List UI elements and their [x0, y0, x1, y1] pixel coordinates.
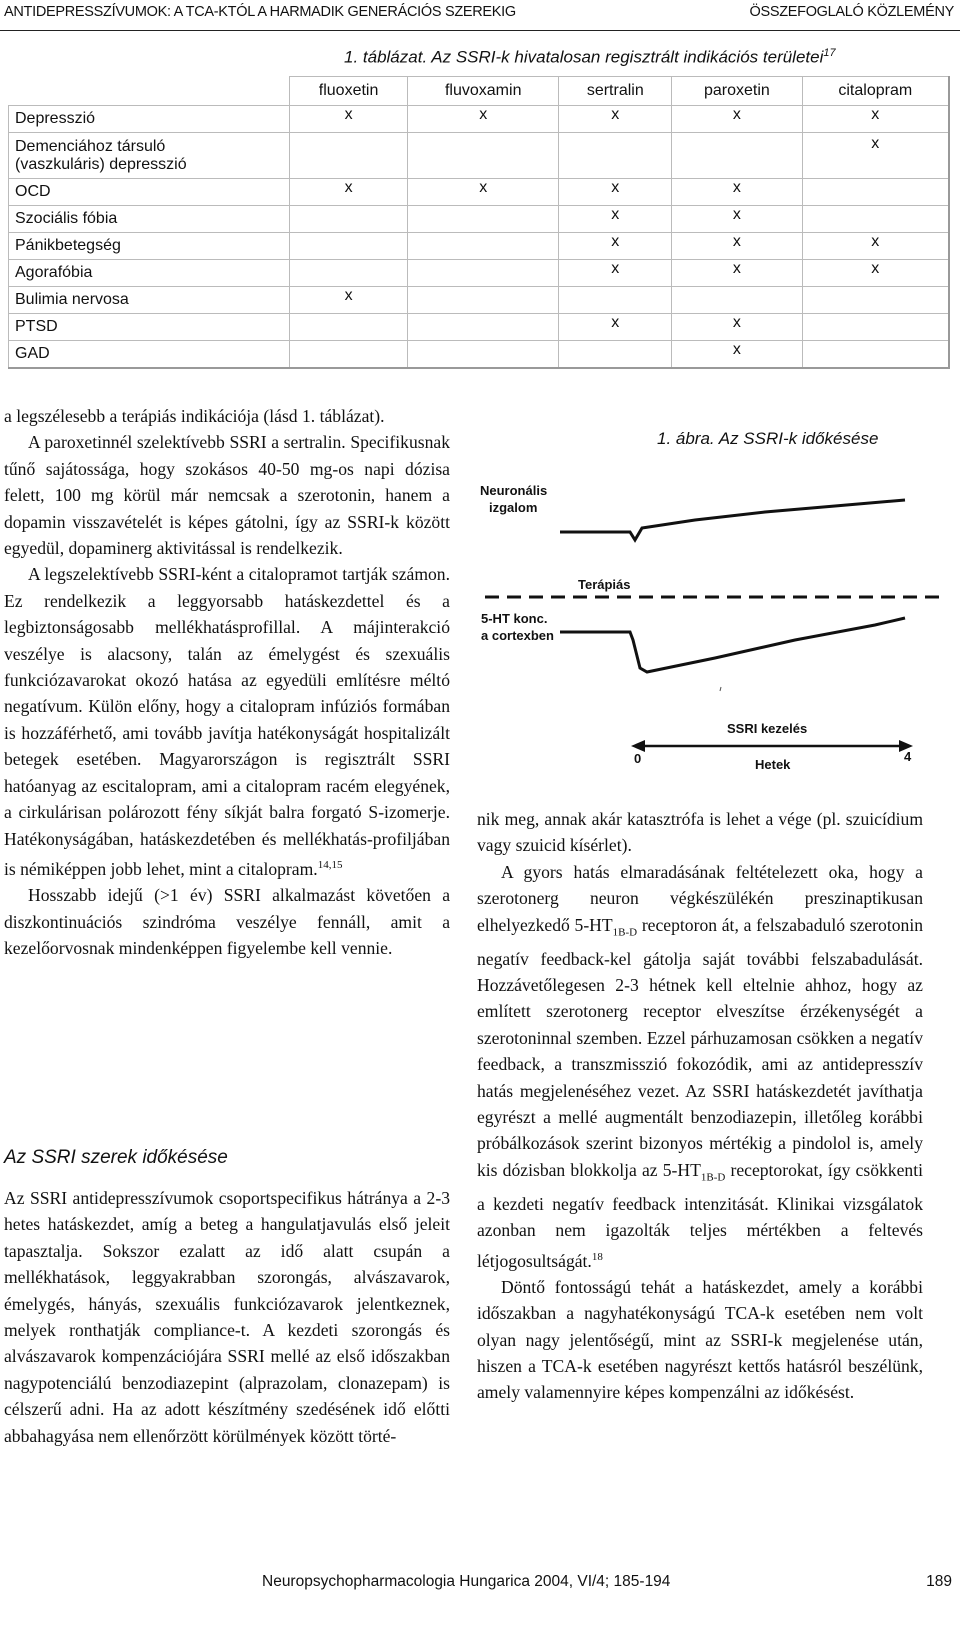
column-header: sertralin: [559, 77, 672, 106]
row-label-text: PTSD: [15, 318, 58, 335]
time-lag-figure: [475, 470, 945, 800]
row-label-text: Bulimia nervosa: [15, 291, 129, 308]
subscript: 1B-D: [700, 1171, 726, 1184]
indication-cell: [408, 341, 559, 369]
row-label: [9, 133, 290, 179]
indication-cell: x: [559, 206, 672, 233]
indication-cell: x: [802, 233, 949, 260]
indication-cell: [559, 287, 672, 314]
running-header: [0, 0, 960, 34]
indication-cell: [408, 314, 559, 341]
indication-cell: [672, 133, 802, 179]
indication-cell: [408, 233, 559, 260]
paragraph-text: receptoron át, a felszabaduló szerotonin negatív feedback-kel gátolja saját további felszabadulását. Hozzávetőlegesen 2-3 hétnek kell eltelnie ahhoz, hogy az említett szerotonerg receptor elveszítse érzékenységét a szerotoninnal szemben. Ezzel párhuzamosan csökken a negatív feedback, a transzmisszió fokozódik, ami az antidepresszív hatás megjelenéséhez vezet. Az SSRI hatáskezdetét javíthatja egyrészt a mellé augmentált benzodiazepin, illetőleg korábbi próbálkozások szerint bizonyos mértékig a pindolol is, amely kis dózisban blokkolja az 5-HT: [477, 914, 924, 1180]
indication-cell: x: [672, 233, 802, 260]
table-row: [9, 206, 950, 233]
row-label-text: Depresszió: [15, 110, 96, 127]
row-label-text: Szociális fóbia: [15, 210, 118, 227]
row-label-text: OCD: [15, 183, 51, 200]
table-row: [9, 179, 950, 206]
indication-cell: x: [290, 179, 408, 206]
page-footer: [0, 1573, 960, 1613]
indication-cell: x: [802, 260, 949, 287]
indication-cell: [802, 179, 949, 206]
tick-label-end: 4: [904, 749, 912, 764]
column-header: paroxetin: [672, 77, 802, 106]
indication-cell: x: [802, 106, 949, 133]
indication-cell: [802, 206, 949, 233]
right-column-text: [477, 806, 923, 1406]
row-label: [9, 287, 290, 314]
indication-cell: x: [408, 179, 559, 206]
row-label: [9, 314, 290, 341]
row-label: [9, 341, 290, 369]
indication-cell: [408, 206, 559, 233]
citation-ref: 18: [591, 1250, 603, 1263]
row-label-text: Demenciához társuló: [15, 137, 166, 155]
indication-cell: x: [290, 106, 408, 133]
row-label: [9, 106, 290, 133]
page-number: 189: [926, 1573, 952, 1590]
indication-cell: [408, 287, 559, 314]
table-row: [9, 106, 950, 133]
paragraph: [477, 859, 923, 1274]
indication-cell: [408, 260, 559, 287]
indication-cell: [672, 287, 802, 314]
indication-cell: [408, 133, 559, 179]
column-header: citalopram: [802, 77, 949, 106]
indication-cell: [290, 206, 408, 233]
journal-citation: Neuropsychopharmacologia Hungarica 2004, VI/4; 185-194: [262, 1573, 671, 1590]
paragraph: Hosszabb idejű (>1 év) SSRI alkalmazást követően a diszkontinuációs szindróma veszélye fennáll, amit a kezelőorvosnak mindenképpen figyelembe kell vennie.: [4, 885, 450, 958]
label-therapeutic: Terápiás: [578, 577, 631, 592]
indication-cell: x: [290, 287, 408, 314]
table-header-row: [9, 77, 950, 106]
paragraph-text: A legszelektívebb SSRI-ként a citalopramot tartják számon. Ez rendelkezik a leggyorsabb hatáskezdettel és a legbiztonságosabb mellékhatásprofillal. A májinterakció veszélye is alacsony, talán az émelygést és szexuális funkciózavarokat okozó hatása az egyedüli említésre méltó negatívum. Külön előny, hogy a citalopram infúziós formában is hozzáférhető, ami tovább javítja hatékonyságát hospitalizált betegek esetében. Magyarországon is regisztrált SSRI hatóanyag az escitalopram, ami a citalopram racém elegyének, a cirkulárisan polározott fény síkját balra forgató S-izomerje. Hatékonyságában, hatáskezdetében és mellékhatás-profiljában is némiképpen jobb lehet, mint a citalopram.: [4, 564, 450, 879]
indication-cell: x: [802, 133, 949, 179]
indication-cell: x: [672, 206, 802, 233]
indication-cell: x: [672, 314, 802, 341]
row-label: [9, 233, 290, 260]
indication-cell: [290, 133, 408, 179]
neuronal-excitation-line: [560, 500, 905, 540]
indication-cell: x: [672, 260, 802, 287]
label-cortex: a cortexben: [481, 628, 554, 643]
table-row: [9, 341, 950, 369]
indication-cell: [290, 233, 408, 260]
header-article-type: ÖSSZEFOGLALÓ KÖZLEMÉNY: [749, 4, 954, 20]
paragraph-text: receptorokat, így csökkenti a kezdeti negatív feedback intenzitását. Klinikai vizsgálatok azonban nem igazolták teljes mértékben a feltevés létjogosultságát.: [477, 1159, 923, 1271]
left-column-text: [4, 403, 450, 961]
indication-cell: x: [672, 106, 802, 133]
indication-cell: x: [559, 314, 672, 341]
citation-ref: 14,15: [317, 858, 343, 871]
indication-table: [8, 76, 950, 369]
row-label: [9, 260, 290, 287]
tick-label-start: 0: [634, 751, 642, 766]
table-row: [9, 260, 950, 287]
table-row: [9, 133, 950, 179]
row-label: [9, 206, 290, 233]
label-ssri-treatment: SSRI kezelés: [727, 721, 808, 736]
x-axis-label: Hetek: [755, 757, 791, 772]
serotonin-concentration-line: [560, 618, 905, 672]
paragraph: [4, 561, 450, 882]
indication-cell: x: [672, 179, 802, 206]
section-heading: Az SSRI szerek időkésése: [4, 1147, 228, 1168]
label-5ht-conc: 5-HT konc.: [481, 611, 548, 626]
indication-cell: [802, 314, 949, 341]
paragraph: A paroxetinnél szelektívebb SSRI a sertralin. Specifikusnak tűnő sajátossága, hogy szokásos 40-50 mg-os napi dózisa felett, 100 mg körül már nemcsak a szerotonin, hanem a dopamin visszavételét is képes gátolni, így az SSRI-k között egyedül, dopaminerg aktivitással is rendelkezik.: [4, 432, 450, 559]
table-caption-ref: 17: [823, 47, 836, 59]
paragraph: Az SSRI antidepresszívumok csoportspecifikus hátránya a 2-3 hetes hatáskezdet, amíg a beteg a hangulatjavulás első jeleit tapasztalja. Sokszor ezalatt az idő alatt csupán a mellékhatások, leggyakrabban szorongás, alvászavarok, émelygés, hányás, szexuális funkciózavarok jelentkeznek, melyek ronthatják compliance-t. A kezdeti szorongás és alvászavarok kompenzációjára SSRI mellé az első időszakban nagypotenciálú benzodiazepint (alprazolam, clonazepam) is célszerű adni. Ha az adott készítmény szedésének idő előtti abbahagyása nem ellenőrzött körülmények között törté-: [4, 1188, 450, 1446]
figure-speck: [720, 687, 721, 691]
figure-caption: 1. ábra. Az SSRI-k időkésése: [657, 429, 879, 448]
row-label-text: GAD: [15, 345, 50, 362]
indication-cell: x: [559, 179, 672, 206]
indication-cell: [290, 314, 408, 341]
indication-cell: x: [559, 106, 672, 133]
header-rule: [0, 30, 960, 31]
indication-cell: x: [559, 260, 672, 287]
label-neuronal: Neuronális: [480, 483, 548, 498]
indication-cell: [559, 341, 672, 369]
paragraph-text: A gyors hatás elmaradásának feltételezett oka, hogy a szerotonerg neuron végkészülékén preszinaptikusan elhelyezkedő 5-HT: [477, 861, 923, 935]
table-row: [9, 233, 950, 260]
row-label-text: (vaszkuláris) depresszió: [15, 155, 187, 173]
table-row: [9, 314, 950, 341]
paragraph: a legszélesebb a terápiás indikációja (lásd 1. táblázat).: [4, 406, 385, 426]
indication-cell: x: [672, 341, 802, 369]
subscript: 1B-D: [612, 926, 638, 939]
table-row: [9, 287, 950, 314]
indication-cell: [559, 133, 672, 179]
header-title: ANTIDEPRESSZÍVUMOK: A TCA-KTÓL A HARMADIK GENERÁCIÓS SZEREKIG: [4, 4, 516, 20]
paragraph: nik meg, annak akár katasztrófa is lehet a vége (pl. szuicídium vagy szuicid kísérlet).: [477, 809, 923, 856]
section-text: [4, 1185, 450, 1449]
table-corner: [9, 77, 290, 106]
indication-cell: [802, 287, 949, 314]
indication-cell: [290, 260, 408, 287]
indication-cell: [290, 341, 408, 369]
table-caption: [344, 47, 836, 68]
table-caption-text: 1. táblázat. Az SSRI-k hivatalosan regisztrált indikációs területei: [344, 47, 824, 67]
row-label: [9, 179, 290, 206]
indication-cell: x: [408, 106, 559, 133]
column-header: fluoxetin: [290, 77, 408, 106]
row-label-text: Agorafóbia: [15, 264, 93, 281]
row-label-text: Pánikbetegség: [15, 237, 121, 254]
indication-cell: [802, 341, 949, 369]
indication-cell: x: [559, 233, 672, 260]
paragraph: Döntő fontosságú tehát a hatáskezdet, amely a korábbi időszakban a nagyhatékonyságú TCA-k esetében nem volt olyan nagy jelentőségű, mint az SSRI-k megjelenése után, hiszen a TCA-k esetében nagyrészt kettős hatásról beszélünk, amely valamennyire képes kompenzálni az időkésést.: [477, 1276, 923, 1403]
label-excitation: izgalom: [489, 500, 538, 515]
column-header: fluvoxamin: [408, 77, 559, 106]
table-body: [9, 106, 950, 369]
